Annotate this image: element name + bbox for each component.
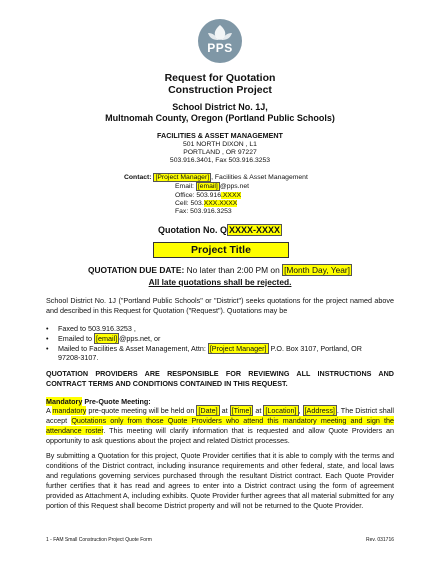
due-date-label: QUOTATION DUE DATE: (87, 265, 185, 275)
delivery-mail-post: P.O. Box 3107, Portland, OR (268, 344, 362, 353)
meeting-heading-mandatory: Mandatory (46, 397, 83, 406)
meeting-text: , (298, 406, 303, 415)
meeting-text: pre-quote meeting will be held on (86, 406, 197, 415)
contact-manager: [Project Manager] (155, 174, 210, 181)
contact-line (124, 174, 308, 181)
meeting-paragraph (46, 406, 394, 446)
meeting-text: at (253, 406, 264, 415)
meeting-text: at (219, 406, 230, 415)
department-name: FACILITIES & ASSET MANAGEMENT (157, 131, 283, 140)
meeting-attendance-requirement: Quotations only from those Quote Providers who attend this mandatory meeting and sign the attendance roster (46, 416, 394, 435)
contact-email-label: Email: (175, 183, 194, 190)
contact-email-domain[interactable]: @pps.net (219, 183, 250, 190)
meeting-date: [Date] (198, 406, 218, 415)
delivery-email-user[interactable]: [email] (95, 334, 118, 343)
contact-label: Contact: (124, 174, 152, 181)
meeting-text: . The District shall accept (46, 406, 394, 425)
due-date-value: [Month Day, Year] (284, 265, 351, 275)
doc-title-line2: Construction Project (168, 84, 272, 96)
delivery-email-pre: Emailed to (58, 334, 94, 343)
district-line2: Multnomah County, Oregon (Portland Public Schools) (105, 113, 335, 123)
late-notice: All late quotations shall be rejected. (148, 277, 292, 287)
meeting-text: A (46, 406, 53, 415)
footer-form-name: 1 - FAM Small Construction Project Quote Form (46, 537, 152, 543)
quotation-number (0, 225, 440, 235)
footer-revision: Rev. 031716 (366, 537, 394, 543)
meeting-text: . This meeting will clarify information that is requested and allow Quote Providers an opportunity to ask questions about the project and related District processes. (46, 426, 395, 445)
contact-fax: Fax: 503.916.3253 (175, 208, 232, 215)
intro-paragraph: School District No. 1J ("Portland Public Schools" or "District") seeks quotations for the project named above and described in this Request for Quotation ("Request"). Quotations may be (46, 296, 394, 315)
bullet-icon: • (46, 324, 49, 333)
due-date-line (0, 265, 440, 275)
meeting-heading-text: Pre-Quote Meeting: (82, 397, 151, 406)
project-title: Project Title (153, 242, 289, 258)
department-phone: 503.916.3401, Fax 503.916.3253 (169, 157, 271, 164)
contact-cell-line (175, 200, 237, 207)
bullet-icon: • (46, 344, 49, 353)
meeting-location: [Location] (265, 406, 297, 415)
contact-office-line (175, 192, 241, 199)
delivery-email-post[interactable]: @pps.net, or (119, 334, 161, 343)
contact-cell-x: XXX.XXXX (203, 200, 238, 207)
logo-text: PPS (207, 41, 233, 55)
delivery-fax (46, 324, 136, 333)
department-address2: PORTLAND , OR 97227 (183, 149, 257, 156)
district-line1: School District No. 1J, (172, 102, 268, 112)
contact-email-line (175, 183, 249, 190)
certification-paragraph: By submitting a Quotation for this project, Quote Provider certifies that it is able to comply with the terms and conditions of the District contract, including insurance requirements and other federal, state, and local laws and regulations governing services purchased through the resultant District contract. Each Quote Provider further certifies that it has read and agrees to enter into a District contract using the form of agreement provided as Attachment A, including exhibits. Quote Provider further agrees that all material submitted for any portion of this Request shall become District property and will not be returned to the Quote Provider. (46, 451, 394, 510)
contact-cell-label: Cell: 503. (175, 200, 204, 207)
pps-logo (198, 19, 242, 63)
delivery-fax-text: Faxed to 503.916.3253 , (58, 324, 136, 333)
bullet-icon: • (46, 334, 49, 343)
delivery-mail-manager: [Project Manager] (209, 344, 267, 353)
delivery-mail-pre: Mailed to Facilities & Asset Management, Attn: (58, 344, 208, 353)
contact-office-x: .XXXX (220, 192, 242, 199)
meeting-mandatory: mandatory (52, 406, 87, 415)
contact-office-label: Office: 503.916 (175, 192, 221, 199)
delivery-email (46, 334, 160, 343)
quotation-label: Quotation No. Q (157, 225, 227, 235)
due-date-text: No later than 2:00 PM on (184, 265, 283, 275)
contact-dept: , Facilities & Asset Management (211, 174, 308, 181)
quotation-number-value: XXXX-XXXX (228, 225, 281, 235)
contact-email-user[interactable]: [email] (197, 183, 218, 190)
doc-title-line1: Request for Quotation (164, 72, 276, 84)
meeting-address: [Address] (304, 406, 335, 415)
responsibility-notice: QUOTATION PROVIDERS ARE RESPONSIBLE FOR REVIEWING ALL INSTRUCTIONS AND CONTRACT TERMS AND CONDITIONS CONTAINED IN THIS REQUEST. (46, 369, 394, 388)
delivery-mail-zip: 97208-3107. (58, 353, 99, 362)
meeting-time: [Time] (231, 406, 252, 415)
delivery-mail (46, 344, 362, 353)
department-address1: 501 NORTH DIXON , L1 (183, 141, 257, 148)
